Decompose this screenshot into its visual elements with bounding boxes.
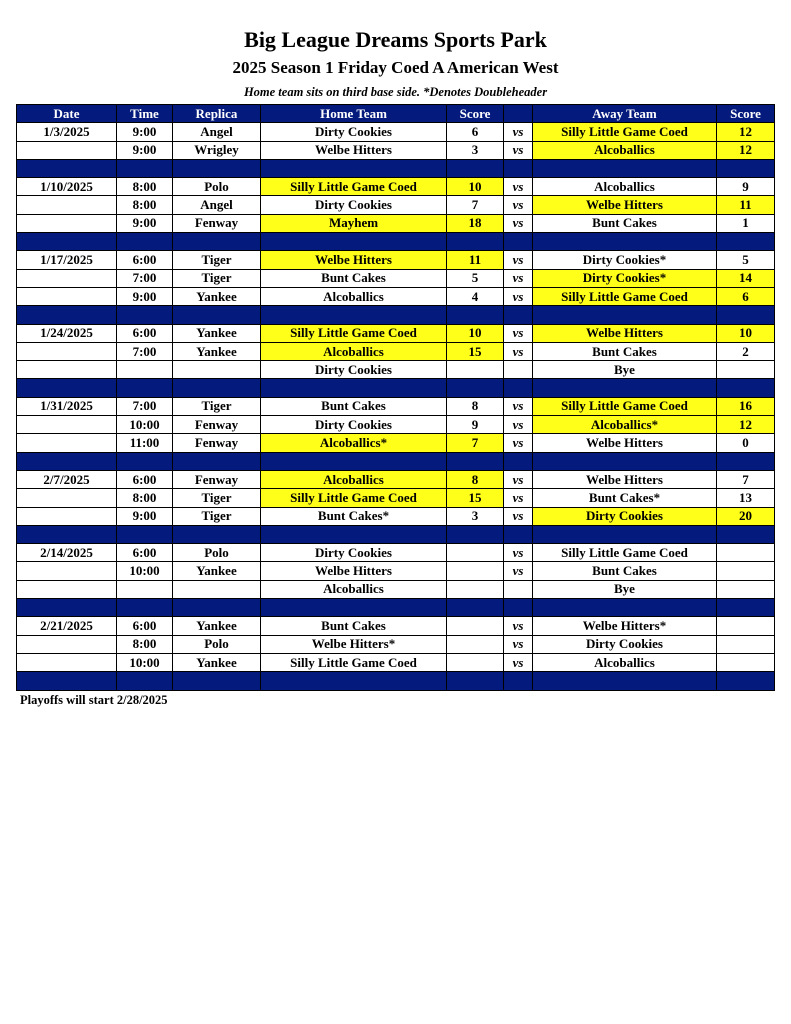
date-cell [17,342,117,360]
home-team-cell: Dirty Cookies [261,361,447,379]
home-team-cell: Welbe Hitters [261,141,447,159]
separator-cell [261,672,447,690]
vs-cell: vs [504,251,533,269]
away-team-cell: Alcoballics [533,178,717,196]
separator-cell [533,525,717,543]
away-team-cell: Welbe Hitters [533,434,717,452]
separator-cell [717,672,775,690]
date-cell [17,416,117,434]
away-team-cell: Welbe Hitters [533,196,717,214]
time-cell [117,361,173,379]
separator-cell [173,599,261,617]
field-cell: Yankee [173,562,261,580]
vs-cell [504,580,533,598]
separator-cell [447,525,504,543]
week-separator [17,599,775,617]
away-team-cell: Dirty Cookies [533,635,717,653]
date-cell [17,507,117,525]
separator-cell [717,525,775,543]
vs-cell: vs [504,635,533,653]
separator-cell [261,599,447,617]
vs-cell: vs [504,123,533,141]
home-score-cell: 7 [447,434,504,452]
separator-cell [173,452,261,470]
away-team-cell: Dirty Cookies [533,507,717,525]
home-team-cell: Alcoballics* [261,434,447,452]
home-score-cell: 6 [447,123,504,141]
vs-cell: vs [504,470,533,488]
separator-cell [173,525,261,543]
away-score-cell [717,617,775,635]
vs-cell: vs [504,489,533,507]
date-cell [17,196,117,214]
game-row [17,489,775,507]
time-cell: 10:00 [117,416,173,434]
separator-cell [117,525,173,543]
game-row [17,123,775,141]
away-score-cell [717,544,775,562]
date-cell: 2/14/2025 [17,544,117,562]
date-cell: 1/17/2025 [17,251,117,269]
field-cell: Angel [173,196,261,214]
away-score-cell: 13 [717,489,775,507]
separator-cell [117,306,173,324]
time-cell: 6:00 [117,324,173,342]
field-cell [173,580,261,598]
header-row [17,105,775,123]
date-cell [17,489,117,507]
separator-cell [17,672,117,690]
game-row [17,635,775,653]
separator-cell [504,379,533,397]
away-score-cell: 12 [717,416,775,434]
away-team-cell: Welbe Hitters [533,324,717,342]
separator-cell [717,233,775,251]
separator-cell [117,672,173,690]
field-cell: Polo [173,544,261,562]
home-score-cell [447,544,504,562]
separator-cell [117,599,173,617]
separator-cell [533,233,717,251]
home-team-cell: Welbe Hitters [261,562,447,580]
separator-cell [173,233,261,251]
date-cell [17,361,117,379]
away-score-cell [717,361,775,379]
separator-cell [261,233,447,251]
time-cell: 9:00 [117,123,173,141]
away-team-cell: Welbe Hitters [533,470,717,488]
home-team-cell: Silly Little Game Coed [261,178,447,196]
date-cell [17,653,117,671]
vs-cell: vs [504,324,533,342]
time-cell: 9:00 [117,287,173,305]
home-score-cell: 3 [447,507,504,525]
time-cell: 7:00 [117,269,173,287]
page-title: Big League Dreams Sports Park [244,27,547,52]
away-team-cell: Alcoballics* [533,416,717,434]
separator-cell [173,159,261,177]
home-score-cell [447,635,504,653]
home-score-cell [447,562,504,580]
vs-cell: vs [504,397,533,415]
date-cell: 1/31/2025 [17,397,117,415]
separator-cell [447,306,504,324]
separator-cell [717,159,775,177]
separator-cell [17,379,117,397]
home-team-cell: Welbe Hitters* [261,635,447,653]
home-team-cell: Welbe Hitters [261,251,447,269]
home-team-cell: Dirty Cookies [261,123,447,141]
vs-cell: vs [504,342,533,360]
away-score-cell: 12 [717,123,775,141]
separator-cell [533,159,717,177]
away-score-cell: 11 [717,196,775,214]
game-row [17,544,775,562]
schedule-table [16,104,775,691]
away-team-cell: Bunt Cakes [533,562,717,580]
home-team-cell: Dirty Cookies [261,416,447,434]
home-score-cell: 5 [447,269,504,287]
separator-cell [173,306,261,324]
separator-cell [117,452,173,470]
date-cell: 1/24/2025 [17,324,117,342]
separator-cell [173,672,261,690]
week-separator [17,379,775,397]
col-header-vs [504,105,533,123]
game-row [17,434,775,452]
away-team-cell: Bunt Cakes [533,342,717,360]
game-row [17,324,775,342]
time-cell: 6:00 [117,470,173,488]
home-score-cell: 11 [447,251,504,269]
separator-cell [533,599,717,617]
separator-cell [447,379,504,397]
time-cell: 9:00 [117,141,173,159]
away-team-cell: Silly Little Game Coed [533,397,717,415]
away-score-cell [717,580,775,598]
field-cell: Tiger [173,269,261,287]
away-score-cell: 2 [717,342,775,360]
home-team-cell: Dirty Cookies [261,196,447,214]
time-cell: 9:00 [117,214,173,232]
col-header-away-score: Score [717,105,775,123]
away-score-cell: 1 [717,214,775,232]
vs-cell [504,361,533,379]
date-cell [17,635,117,653]
game-row [17,470,775,488]
separator-cell [447,159,504,177]
away-team-cell: Bunt Cakes* [533,489,717,507]
away-score-cell: 7 [717,470,775,488]
field-cell: Tiger [173,397,261,415]
home-score-cell: 4 [447,287,504,305]
game-row [17,416,775,434]
vs-cell: vs [504,214,533,232]
away-score-cell: 9 [717,178,775,196]
home-team-cell: Mayhem [261,214,447,232]
separator-cell [261,306,447,324]
field-cell: Yankee [173,617,261,635]
home-team-cell: Silly Little Game Coed [261,653,447,671]
home-team-cell: Bunt Cakes [261,269,447,287]
away-team-cell: Welbe Hitters* [533,617,717,635]
game-row [17,562,775,580]
field-cell: Fenway [173,416,261,434]
vs-cell: vs [504,653,533,671]
separator-cell [717,452,775,470]
home-team-cell: Silly Little Game Coed [261,324,447,342]
away-team-cell: Silly Little Game Coed [533,544,717,562]
home-score-cell: 8 [447,470,504,488]
away-score-cell: 16 [717,397,775,415]
home-score-cell: 15 [447,342,504,360]
home-score-cell: 7 [447,196,504,214]
date-cell: 1/10/2025 [17,178,117,196]
time-cell: 8:00 [117,178,173,196]
date-cell [17,580,117,598]
field-cell: Fenway [173,214,261,232]
home-score-cell [447,361,504,379]
separator-cell [504,599,533,617]
vs-cell: vs [504,617,533,635]
vs-cell: vs [504,544,533,562]
game-row [17,251,775,269]
time-cell: 8:00 [117,635,173,653]
date-cell: 2/21/2025 [17,617,117,635]
away-score-cell: 10 [717,324,775,342]
separator-cell [447,452,504,470]
field-cell: Yankee [173,324,261,342]
game-row [17,397,775,415]
separator-cell [504,233,533,251]
away-score-cell [717,635,775,653]
separator-cell [261,159,447,177]
away-score-cell: 0 [717,434,775,452]
time-cell: 7:00 [117,342,173,360]
away-score-cell [717,562,775,580]
away-team-cell: Alcoballics [533,653,717,671]
separator-cell [17,159,117,177]
vs-cell: vs [504,196,533,214]
week-separator [17,672,775,690]
game-row [17,269,775,287]
time-cell: 7:00 [117,397,173,415]
col-header-replica: Replica [173,105,261,123]
separator-cell [261,379,447,397]
away-score-cell: 5 [717,251,775,269]
home-team-cell: Bunt Cakes* [261,507,447,525]
separator-cell [17,233,117,251]
home-score-cell: 10 [447,324,504,342]
home-score-cell [447,653,504,671]
field-cell: Polo [173,178,261,196]
vs-cell: vs [504,287,533,305]
away-team-cell: Alcoballics [533,141,717,159]
field-cell: Yankee [173,653,261,671]
week-separator [17,525,775,543]
separator-cell [504,525,533,543]
time-cell: 6:00 [117,251,173,269]
time-cell: 8:00 [117,196,173,214]
date-cell: 2/7/2025 [17,470,117,488]
away-team-cell: Dirty Cookies* [533,269,717,287]
home-team-cell: Alcoballics [261,580,447,598]
separator-cell [17,306,117,324]
vs-cell: vs [504,416,533,434]
away-score-cell: 20 [717,507,775,525]
time-cell: 10:00 [117,562,173,580]
game-row [17,196,775,214]
col-header-date: Date [17,105,117,123]
time-cell: 11:00 [117,434,173,452]
game-row [17,178,775,196]
separator-cell [717,379,775,397]
separator-cell [261,525,447,543]
home-team-cell: Silly Little Game Coed [261,489,447,507]
time-cell [117,580,173,598]
separator-cell [533,672,717,690]
separator-cell [504,306,533,324]
vs-cell: vs [504,178,533,196]
field-cell: Tiger [173,251,261,269]
col-header-time: Time [117,105,173,123]
field-cell: Fenway [173,470,261,488]
separator-cell [717,599,775,617]
time-cell: 10:00 [117,653,173,671]
separator-cell [504,672,533,690]
field-cell: Angel [173,123,261,141]
separator-cell [17,599,117,617]
separator-cell [533,379,717,397]
away-score-cell: 12 [717,141,775,159]
home-score-cell [447,580,504,598]
home-score-cell: 3 [447,141,504,159]
game-row [17,287,775,305]
home-score-cell [447,617,504,635]
time-cell: 6:00 [117,617,173,635]
col-header-home-team: Home Team [261,105,447,123]
week-separator [17,452,775,470]
away-team-cell: Silly Little Game Coed [533,123,717,141]
time-cell: 9:00 [117,507,173,525]
separator-cell [117,233,173,251]
separator-cell [17,525,117,543]
page-note: Home team sits on third base side. *Denotes Doubleheader [243,85,548,99]
date-cell [17,562,117,580]
home-score-cell: 15 [447,489,504,507]
home-score-cell: 10 [447,178,504,196]
date-cell [17,269,117,287]
home-score-cell: 9 [447,416,504,434]
away-team-cell: Bye [533,361,717,379]
away-team-cell: Bye [533,580,717,598]
game-row [17,580,775,598]
separator-cell [447,672,504,690]
home-team-cell: Alcoballics [261,287,447,305]
game-row [17,141,775,159]
time-cell: 6:00 [117,544,173,562]
away-score-cell: 14 [717,269,775,287]
field-cell: Tiger [173,507,261,525]
vs-cell: vs [504,434,533,452]
date-cell [17,141,117,159]
game-row [17,507,775,525]
separator-cell [504,159,533,177]
field-cell: Yankee [173,287,261,305]
away-team-cell: Silly Little Game Coed [533,287,717,305]
col-header-home-score: Score [447,105,504,123]
date-cell [17,214,117,232]
field-cell: Polo [173,635,261,653]
home-team-cell: Bunt Cakes [261,397,447,415]
home-score-cell: 18 [447,214,504,232]
week-separator [17,306,775,324]
home-team-cell: Alcoballics [261,342,447,360]
vs-cell: vs [504,507,533,525]
separator-cell [117,379,173,397]
date-cell: 1/3/2025 [17,123,117,141]
separator-cell [447,599,504,617]
field-cell [173,361,261,379]
home-team-cell: Dirty Cookies [261,544,447,562]
vs-cell: vs [504,269,533,287]
col-header-away-team: Away Team [533,105,717,123]
game-row [17,342,775,360]
vs-cell: vs [504,141,533,159]
separator-cell [173,379,261,397]
game-row [17,214,775,232]
separator-cell [261,452,447,470]
page-subtitle: 2025 Season 1 Friday Coed A American West [232,58,559,77]
away-score-cell [717,653,775,671]
date-cell [17,434,117,452]
week-separator [17,233,775,251]
game-row [17,653,775,671]
separator-cell [533,452,717,470]
away-team-cell: Bunt Cakes [533,214,717,232]
game-row [17,617,775,635]
home-score-cell: 8 [447,397,504,415]
away-score-cell: 6 [717,287,775,305]
field-cell: Wrigley [173,141,261,159]
separator-cell [447,233,504,251]
separator-cell [17,452,117,470]
time-cell: 8:00 [117,489,173,507]
home-team-cell: Alcoballics [261,470,447,488]
field-cell: Fenway [173,434,261,452]
separator-cell [533,306,717,324]
week-separator [17,159,775,177]
playoffs-note: Playoffs will start 2/28/2025 [20,693,168,707]
home-team-cell: Bunt Cakes [261,617,447,635]
separator-cell [504,452,533,470]
separator-cell [717,306,775,324]
vs-cell: vs [504,562,533,580]
away-team-cell: Dirty Cookies* [533,251,717,269]
game-row [17,361,775,379]
field-cell: Tiger [173,489,261,507]
date-cell [17,287,117,305]
field-cell: Yankee [173,342,261,360]
separator-cell [117,159,173,177]
